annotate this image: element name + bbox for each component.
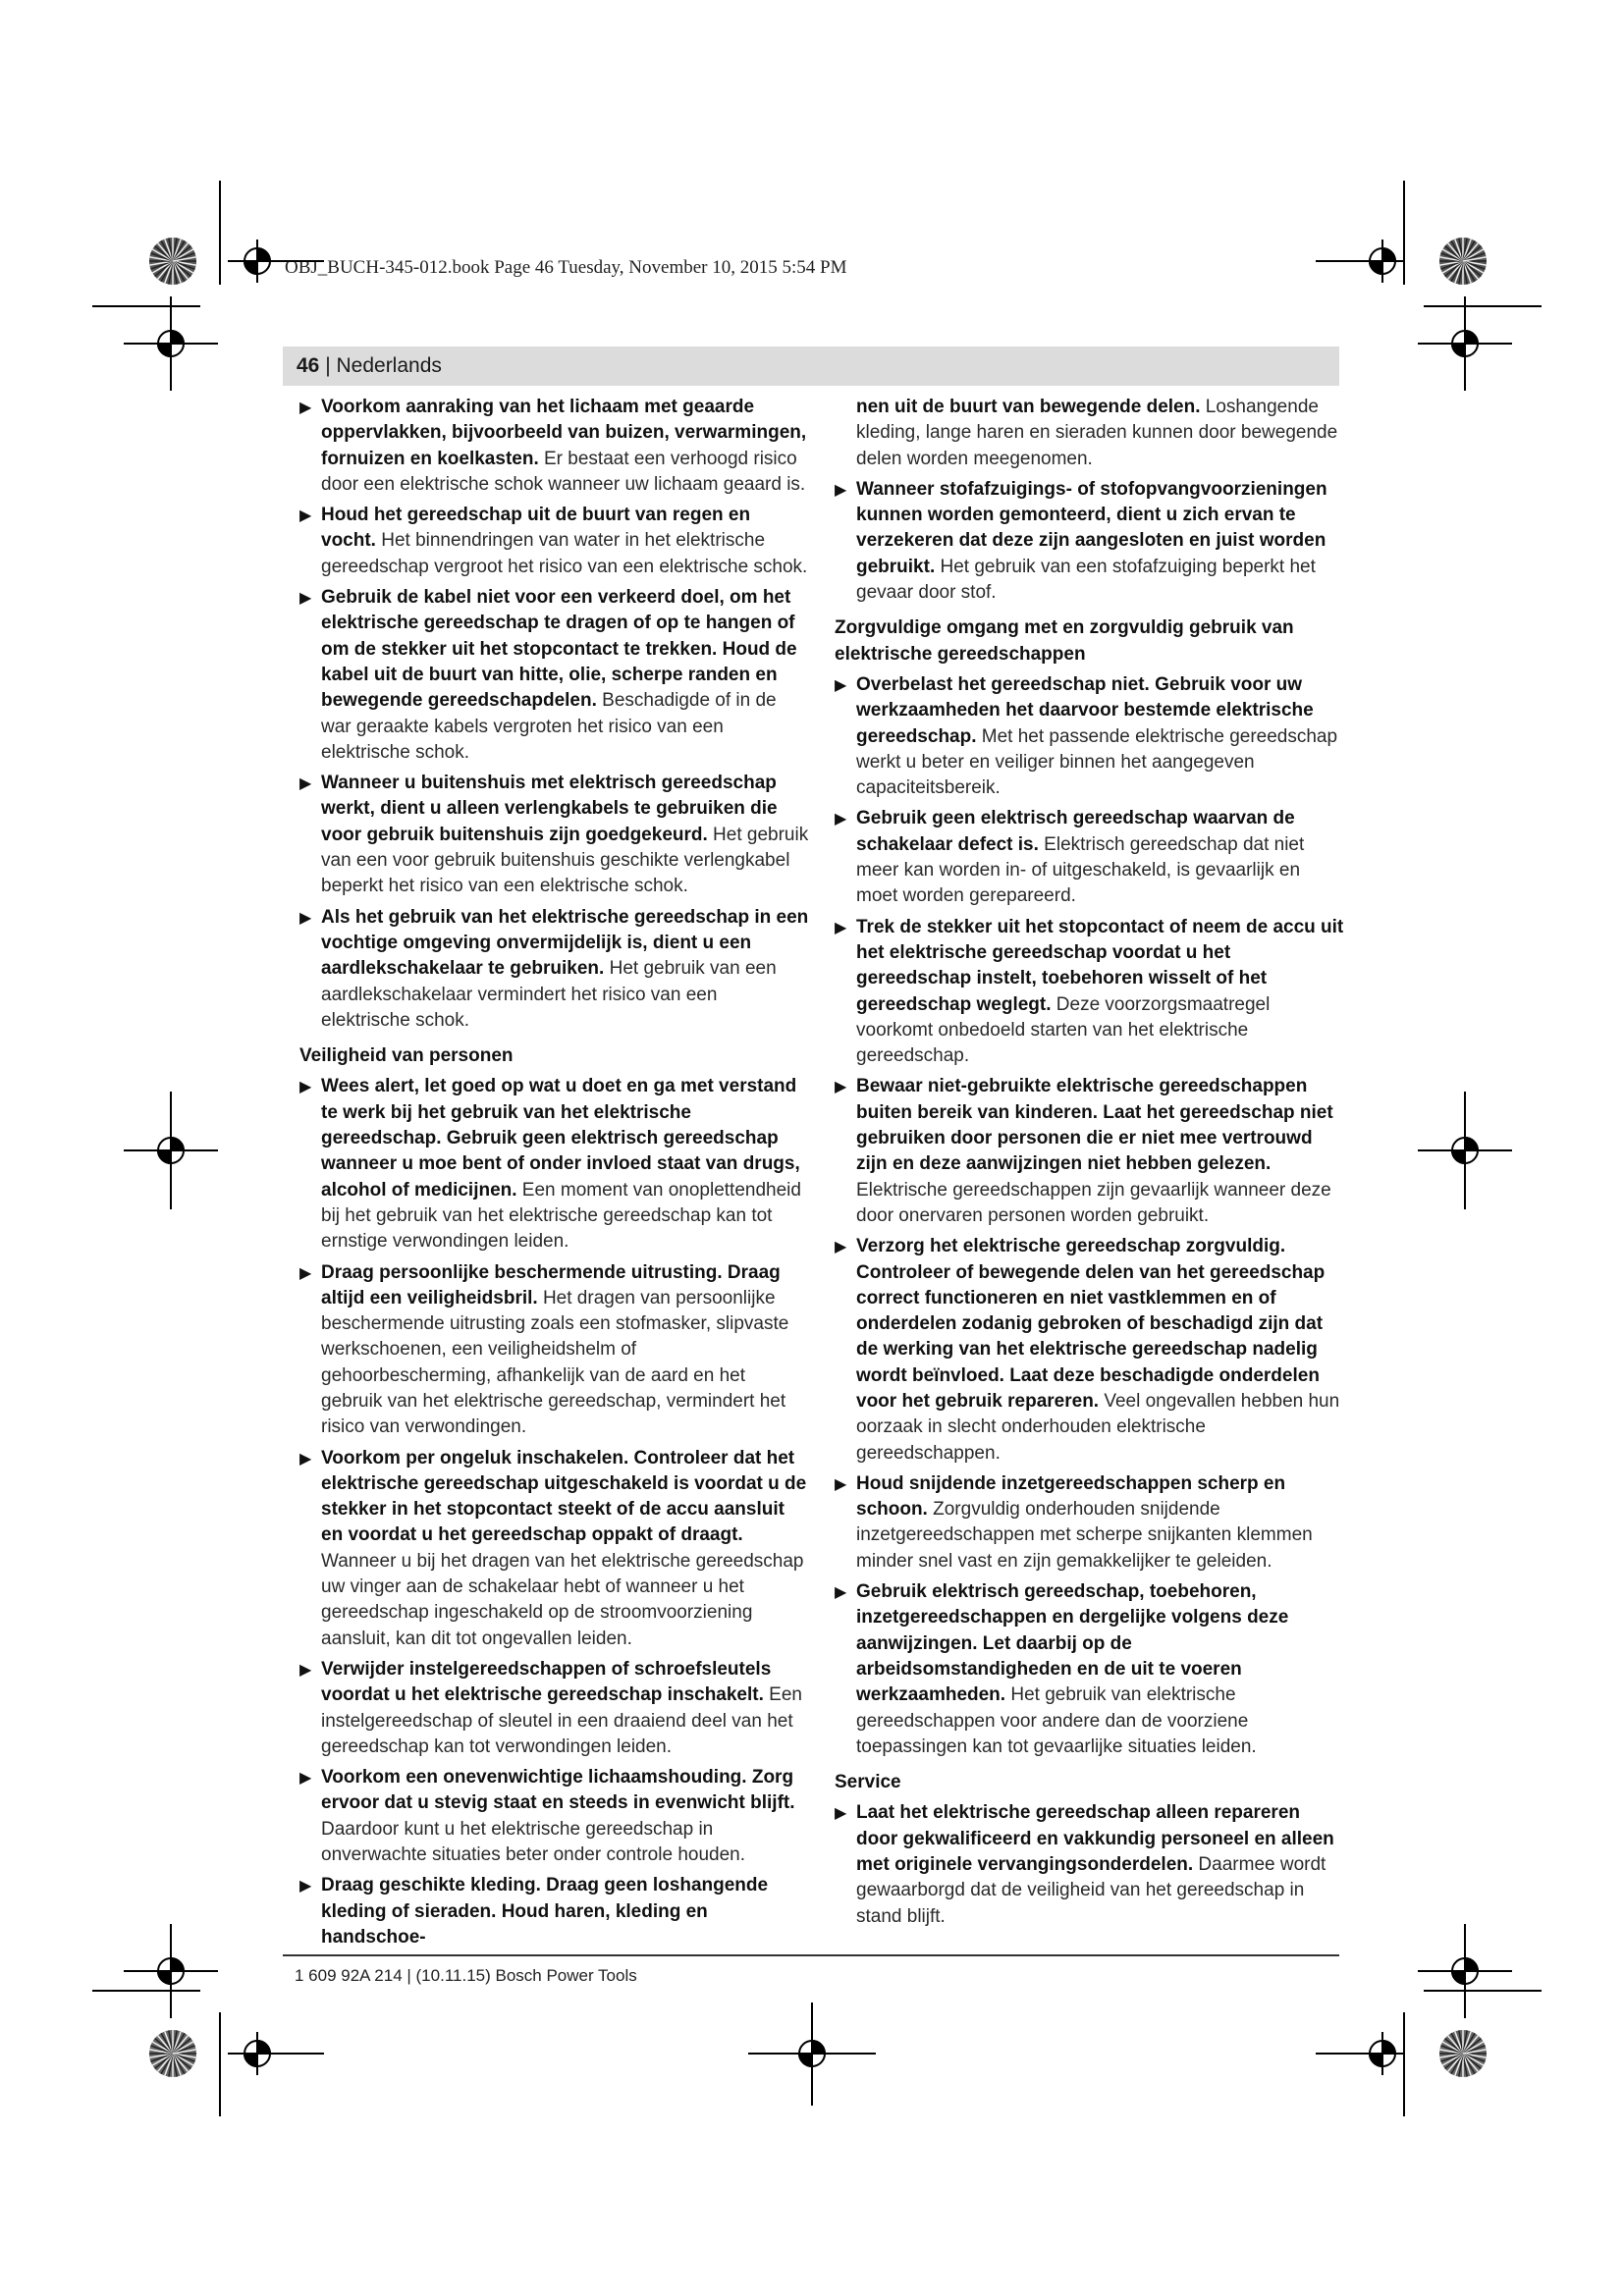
instruction-bold: Draag geschikte kleding. Draag geen loshangende kleding of sieraden. Houd haren, kleding en handschoe- (321, 1875, 769, 1948)
safety-instruction (299, 1446, 810, 1652)
safety-instruction (835, 672, 1345, 801)
header-text (297, 353, 442, 379)
instruction-text: Elektrisch gereedschap dat niet meer kan worden in- of uitgeschakeld, is gevaarlijk en moet worden gerepareerd. (856, 833, 1305, 907)
bullet-triangle-icon: ▶ (835, 919, 847, 936)
section-heading: Zorgvuldige omgang met en zorgvuldig gebruik van elektrische gereedschappen (835, 617, 1294, 665)
instruction-bold: Gebruik geen elektrisch gereedschap waarvan de schakelaar defect is. (856, 808, 1295, 855)
bullet-triangle-icon: ▶ (835, 1805, 847, 1823)
instruction-bold: Verzorg het elektrische gereedschap zorgvuldig. Controleer of bewegende delen van het gereedschap correct functioneren en niet vastklemmen en of onderdelen zodanig gebroken of beschadigd zijn dat de werking van het elektrische gereedschap nadelig wordt beïnvloed. Laat deze beschadigde onderdelen voor het gebruik repareren. (856, 1236, 1326, 1412)
bullet-triangle-icon: ▶ (835, 1584, 847, 1602)
instruction-bold: Laat het elektrische gereedschap alleen repareren door gekwalificeerd en vakkundig personeel en alleen met originele vervangingsonderdelen. (856, 1802, 1334, 1876)
bullet-triangle-icon: ▶ (835, 811, 847, 828)
safety-instruction (299, 1873, 810, 1950)
section-heading: Service (835, 1772, 901, 1793)
starburst-mark (1439, 238, 1487, 285)
instruction-bold: Voorkom per ongeluk inschakelen. Controleer dat het elektrische gereedschap uitgeschakeld is voordat u de stekker in het stopcontact steekt of de accu aansluit en voordat u het gereedschap oppakt of draagt. (321, 1447, 807, 1546)
instruction-text: Een instelgereedschap of sleutel in een draaiend deel van het gereedschap kan tot verwondingen leiden. (321, 1684, 802, 1757)
bullet-triangle-icon: ▶ (835, 1239, 847, 1256)
instruction-text: Met het passende elektrische gereedschap werkt u beter en veiliger binnen het aangegeven capaciteitsbereik. (856, 725, 1338, 799)
safety-instruction (835, 477, 1345, 606)
bullet-triangle-icon: ▶ (299, 1770, 312, 1788)
instruction-bold: Trek de stekker uit het stopcontact of neem de accu uit het elektrische gereedschap voordat u het gereedschap instelt, toebehoren wisselt of het gereedschap weglegt. (856, 916, 1344, 1015)
instruction-text: Deze voorzorgsmaatregel voorkomt onbedoeld starten van het elektrische gereedschap. (856, 993, 1271, 1067)
instruction-text: Het gebruik van elektrische gereedschappen voor andere dan de voorziene toepassingen kan tot gevaarlijke situaties leiden. (856, 1684, 1257, 1757)
instruction-bold: Houd het gereedschap uit de buurt van regen en vocht. (321, 505, 751, 552)
instruction-bold: nen uit de buurt van bewegende delen. (856, 397, 1201, 417)
safety-instruction (299, 1657, 810, 1760)
safety-instruction (835, 806, 1345, 909)
safety-instruction (299, 905, 810, 1034)
bullet-triangle-icon: ▶ (299, 590, 312, 608)
instruction-text: Het gebruik van een stofafzuiging beperkt het gevaar door stof. (856, 556, 1316, 604)
starburst-mark (149, 238, 196, 285)
bullet-triangle-icon: ▶ (835, 481, 847, 499)
instruction-text: Een moment van onoplettendheid bij het gebruik van het elektrische gereedschap kan tot ernstige verwondingen leiden. (321, 1179, 801, 1253)
instruction-bold: Overbelast het gereedschap niet. Gebruik voor uw werkzaamheden het daarvoor bestemde elektrische gereedschap. (856, 673, 1314, 747)
instruction-text: Daardoor kunt u het elektrische gereedschap in onverwachte situaties beter onder controle houden. (321, 1818, 745, 1866)
instruction-text: Het gebruik van een aardlekschakelaar vermindert het risico van een elektrische schok. (321, 958, 777, 1031)
safety-instruction (835, 1579, 1345, 1760)
instruction-bold: Houd snijdende inzetgereedschappen scherp en schoon. (856, 1472, 1286, 1521)
safety-instruction (299, 395, 810, 498)
safety-instruction (835, 395, 1345, 472)
instruction-bold: Voorkom aanraking van het lichaam met geaarde oppervlakken, bijvoorbeeld van buizen, verwarmingen, fornuizen en koelkasten. (321, 397, 807, 469)
bullet-triangle-icon: ▶ (299, 507, 312, 525)
safety-instruction (299, 585, 810, 766)
instruction-text: Wanneer u bij het dragen van het elektrische gereedschap uw vinger aan de schakelaar hebt of wanneer u het gereedschap ingeschakeld op de stroomvoorziening aansluit, kan dit tot ongevallen leiden. (321, 1550, 804, 1649)
safety-instruction (299, 1765, 810, 1868)
safety-instruction (835, 1234, 1345, 1467)
safety-instruction (835, 915, 1345, 1070)
safety-instruction (299, 771, 810, 899)
bullet-triangle-icon: ▶ (299, 1264, 312, 1282)
instruction-bold: Wees alert, let goed op wat u doet en ga met verstand te werk bij het gebruik van het elektrische gereedschap. Gebruik geen elektrisch gereedschap wanneer u moe bent of onder invloed staat van drugs, alcohol of medicijnen. (321, 1076, 800, 1201)
instruction-bold: Wanneer u buitenshuis met elektrisch gereedschap werkt, dient u alleen verlengkabels te gebruiken die voor gebruik buitenshuis zijn goedgekeurd. (321, 773, 778, 845)
bullet-triangle-icon: ▶ (299, 775, 312, 793)
bullet-triangle-icon: ▶ (299, 1450, 312, 1468)
instruction-text: Loshangende kleding, lange haren en sieraden kunnen door bewegende delen worden meegenomen. (856, 397, 1338, 469)
bullet-triangle-icon: ▶ (299, 1661, 312, 1679)
instruction-bold: Voorkom een onevenwichtige lichaamshouding. Zorg ervoor dat u stevig staat en steeds in evenwicht blijft. (321, 1767, 795, 1814)
instruction-bold: Gebruik de kabel niet voor een verkeerd doel, om het elektrische gereedschap te dragen of op te hangen of om de stekker uit het stopcontact te trekken. Houd de kabel uit de buurt van hitte, olie, scherpe randen en bewegende gereedschapdelen. (321, 587, 797, 712)
bullet-triangle-icon: ▶ (299, 1878, 312, 1896)
page-footer: 1 609 92A 214 | (10.11.15) Bosch Power Tools (295, 1966, 637, 1985)
safety-instruction (299, 1074, 810, 1255)
safety-instruction (835, 1800, 1345, 1929)
instruction-text: Er bestaat een verhoogd risico door een elektrische schok wanneer uw lichaam geaard is. (321, 448, 806, 495)
section-heading: Veiligheid van personen (299, 1045, 514, 1067)
bullet-triangle-icon: ▶ (299, 400, 312, 416)
instruction-bold: Bewaar niet-gebruikte elektrische gereedschappen buiten bereik van kinderen. Laat het gereedschap niet gebruiken door personen die er niet mee vertrouwd zijn en deze aanwijzingen niet hebben gelezen. (856, 1076, 1333, 1175)
page-number: 46 (297, 354, 320, 377)
instruction-bold: Draag persoonlijke beschermende uitrusting. Draag altijd een veiligheidsbril. (321, 1261, 781, 1308)
bullet-triangle-icon: ▶ (835, 676, 847, 694)
starburst-mark (149, 2030, 196, 2077)
header-separator: | (319, 354, 337, 377)
instruction-text: Veel ongevallen hebben hun oorzaak in slecht onderhouden elektrische gereedschappen. (856, 1390, 1340, 1464)
instruction-text: Beschadigde of in de war geraakte kabels vergroten het risico van een elektrische schok. (321, 690, 777, 763)
page-header (283, 347, 1339, 386)
right-column (835, 395, 1345, 1935)
instruction-text: Daarmee wordt gewaarborgd dat de veiligheid van het gereedschap in stand blijft. (856, 1854, 1326, 1927)
bullet-triangle-icon: ▶ (299, 1079, 312, 1096)
instruction-bold: Gebruik elektrisch gereedschap, toebehoren, inzetgereedschappen en dergelijke volgens deze aanwijzingen. Let daarbij op de arbeidsomstandigheden en de uit te voeren werkzaamheden. (856, 1581, 1289, 1706)
instruction-bold: Wanneer stofafzuigings- of stofopvangvoorzieningen kunnen worden gemonteerd, dient u zich ervan te verzekeren dat deze zijn aangesloten en juist worden gebruikt. (856, 478, 1327, 577)
instruction-bold: Verwijder instelgereedschappen of schroefsleutels voordat u het elektrische gereedschap inschakelt. (321, 1658, 772, 1706)
starburst-mark (1439, 2030, 1487, 2077)
instruction-bold: Als het gebruik van het elektrische gereedschap in een vochtige omgeving onvermijdelijk is, dient u een aardlekschakelaar te gebruiken. (321, 906, 809, 980)
bullet-triangle-icon: ▶ (835, 1079, 847, 1096)
instruction-text: Het gebruik van een voor gebruik buitenshuis geschikte verlengkabel beperkt het risico van een elektrische schok. (321, 824, 809, 897)
bullet-triangle-icon: ▶ (299, 909, 312, 927)
instruction-text: Zorgvuldig onderhouden snijdende inzetgereedschappen met scherpe snijkanten klemmen minder snel vast en zijn gemakkelijker te geleiden. (856, 1499, 1313, 1572)
safety-instruction (299, 1260, 810, 1441)
instruction-text: Elektrische gereedschappen zijn gevaarlijk wanneer deze door onervaren personen worden gebruikt. (856, 1179, 1331, 1226)
safety-instruction (835, 1074, 1345, 1229)
book-slug: OBJ_BUCH-345-012.book Page 46 Tuesday, November 10, 2015 5:54 PM (285, 257, 847, 278)
instruction-text: Het binnendringen van water in het elektrische gereedschap vergroot het risico van een elektrische schok. (321, 530, 808, 577)
footer-rule (283, 1954, 1339, 1956)
header-language: Nederlands (336, 354, 442, 377)
safety-instruction (835, 1471, 1345, 1575)
instruction-text: Het dragen van persoonlijke beschermende uitrusting zoals een stofmasker, slipvaste werkschoenen, een veiligheidshelm of gehoorbescherming, afhankelijk van de aard en het gebruik van het elektrische gereedschap, vermindert het risico van verwondingen. (321, 1287, 789, 1438)
bullet-triangle-icon: ▶ (835, 1475, 847, 1493)
safety-instruction (299, 503, 810, 580)
left-column (299, 395, 810, 1955)
